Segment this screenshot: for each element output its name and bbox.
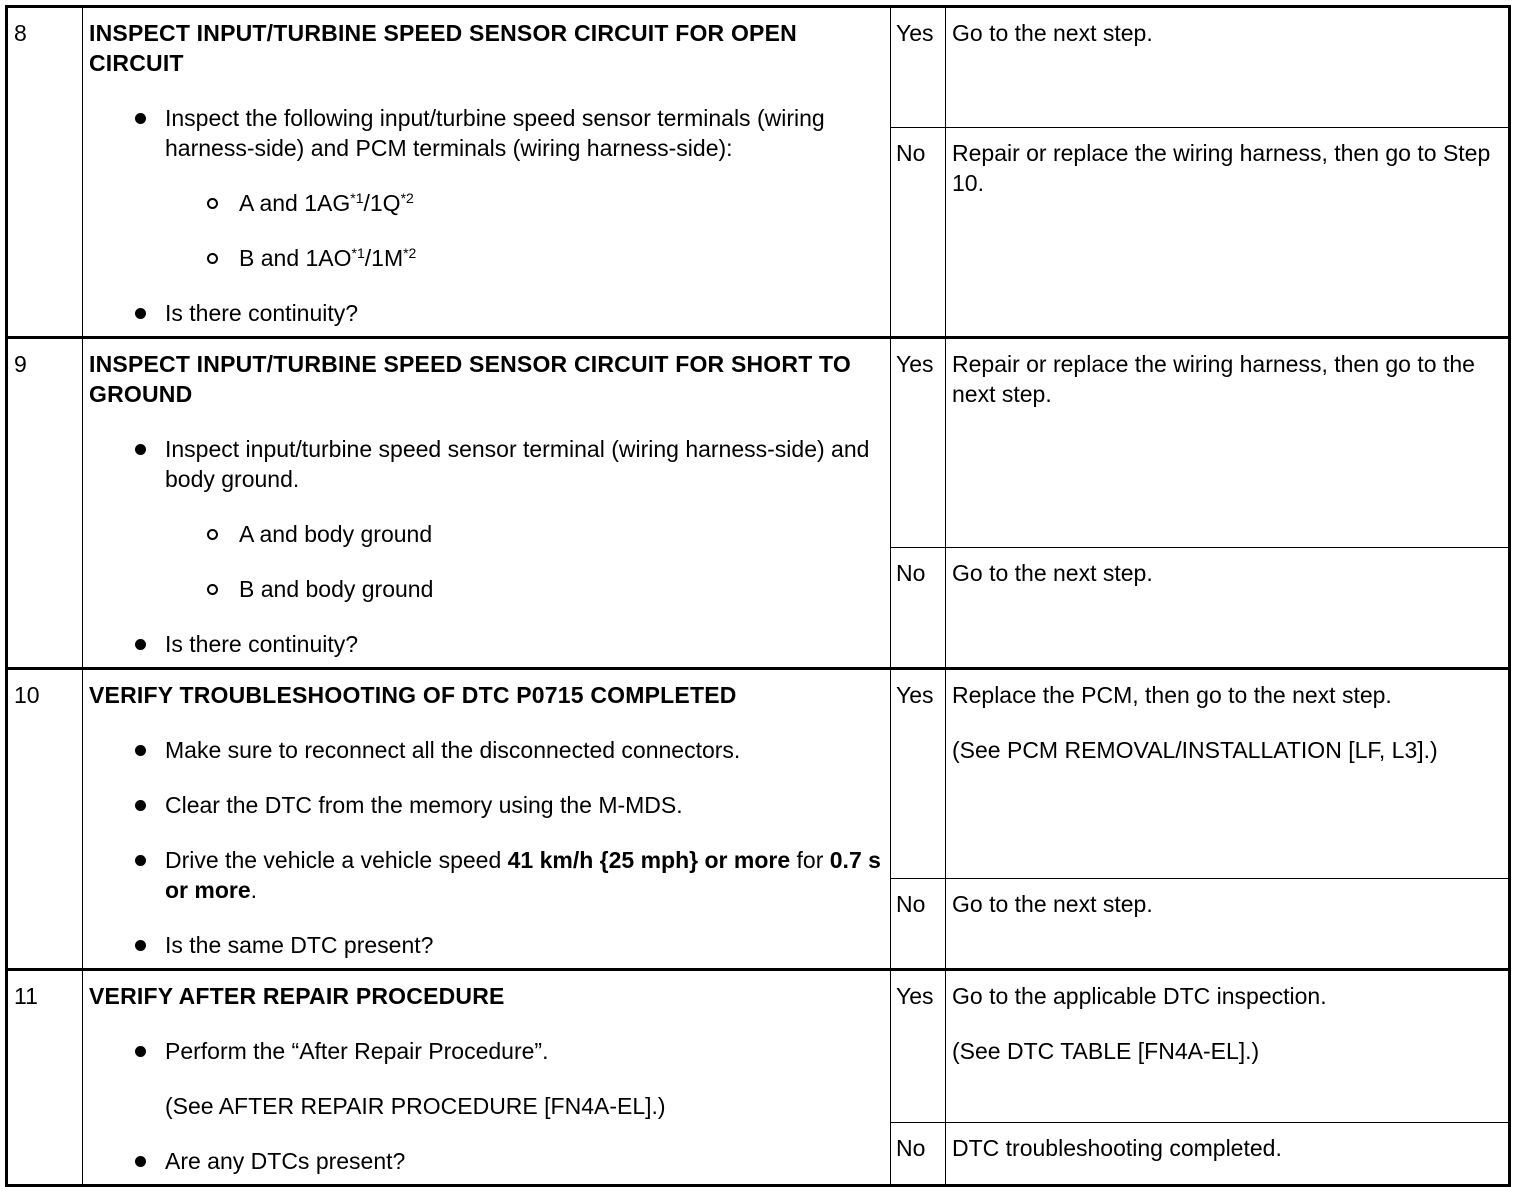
sub-bullet-item: A and $1AG^{*1}/1Q^{*2}$ <box>89 188 882 218</box>
question-item: Is there continuity? <box>89 298 882 328</box>
sub-bullet-item: B and $1AO^{*1}/1M^{*2}$ <box>89 243 882 273</box>
bullet-item: Drive the vehicle a vehicle speed 41 km/h {25 mph} or more for 0.7 s or more. <box>89 845 882 905</box>
step-procedure <box>83 338 891 669</box>
step-number: 9 <box>7 338 83 669</box>
yes-action-text: Go to the applicable DTC inspection. <box>952 983 1327 1009</box>
bullet-item: Perform the “After Repair Procedure”. <box>89 1036 882 1066</box>
no-action: Go to the next step. <box>946 879 1510 970</box>
yes-action-reference: (See PCM REMOVAL/INSTALLATION [LF, L3].) <box>952 737 1438 763</box>
no-label: No <box>891 128 946 338</box>
yes-action: Repair or replace the wiring harness, then go to the next step. <box>946 338 1510 548</box>
sub-bullet-item: A and body ground <box>89 519 882 549</box>
yes-label: Yes <box>891 338 946 548</box>
yes-action <box>946 669 1510 879</box>
step-row <box>7 7 1510 128</box>
bullet-item: Inspect input/turbine speed sensor terminal (wiring harness-side) and body ground. <box>89 434 882 494</box>
question-item: Is the same DTC present? <box>89 930 882 960</box>
bullet-reference: (See AFTER REPAIR PROCEDURE [FN4A-EL].) <box>165 1093 666 1119</box>
question-item: Are any DTCs present? <box>89 1146 882 1176</box>
step-row <box>7 669 1510 879</box>
no-label: No <box>891 547 946 668</box>
step-row <box>7 970 1510 1123</box>
step-procedure <box>83 970 891 1186</box>
step-title: INSPECT INPUT/TURBINE SPEED SENSOR CIRCUIT FOR SHORT TO GROUND <box>89 351 851 407</box>
step-number: 8 <box>7 7 83 338</box>
no-label: No <box>891 879 946 970</box>
no-action: Repair or replace the wiring harness, then go to Step 10. <box>946 128 1510 338</box>
step-row <box>7 338 1510 548</box>
step-title: VERIFY AFTER REPAIR PROCEDURE <box>89 983 505 1009</box>
yes-action <box>946 970 1510 1123</box>
no-action: Go to the next step. <box>946 547 1510 668</box>
no-action: DTC troubleshooting completed. <box>946 1123 1510 1186</box>
yes-label: Yes <box>891 7 946 128</box>
step-number: 10 <box>7 669 83 970</box>
step-number: 11 <box>7 970 83 1186</box>
step-title: VERIFY TROUBLESHOOTING OF DTC P0715 COMPLETED <box>89 682 737 708</box>
step-title: INSPECT INPUT/TURBINE SPEED SENSOR CIRCUIT FOR OPEN CIRCUIT <box>89 20 797 76</box>
question-item: Is there continuity? <box>89 629 882 659</box>
yes-action: Go to the next step. <box>946 7 1510 128</box>
yes-label: Yes <box>891 669 946 879</box>
yes-action-reference: (See DTC TABLE [FN4A-EL].) <box>952 1038 1260 1064</box>
bullet-item: Inspect the following input/turbine speed sensor terminals (wiring harness-side) and PCM terminals (wiring harness-side): <box>89 103 882 163</box>
yes-label: Yes <box>891 970 946 1123</box>
step-procedure <box>83 669 891 970</box>
no-label: No <box>891 1123 946 1186</box>
troubleshooting-table <box>5 5 1511 1187</box>
bullet-item: Make sure to reconnect all the disconnected connectors. <box>89 735 882 765</box>
step-procedure <box>83 7 891 338</box>
bullet-item: Clear the DTC from the memory using the M-MDS. <box>89 790 882 820</box>
sub-bullet-item: B and body ground <box>89 574 882 604</box>
yes-action-text: Replace the PCM, then go to the next step. <box>952 682 1392 708</box>
